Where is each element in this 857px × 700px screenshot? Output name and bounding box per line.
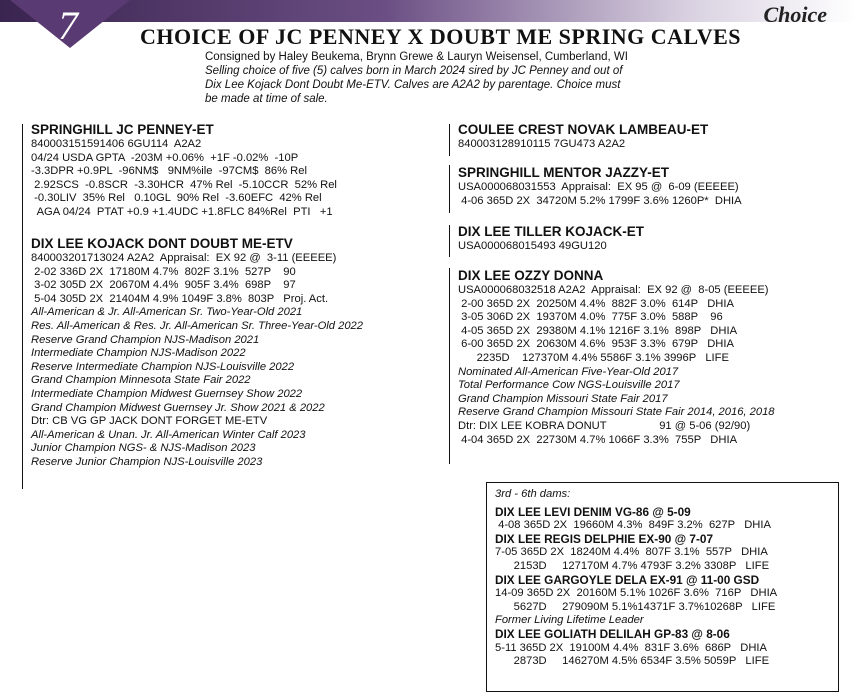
dam-dam-honor: Nominated All-American Five-Year-Old 2017 (458, 365, 679, 378)
sire-line: -0.30LIV 35% Rel 0.10GL 90% Rel -3.60EFC 42% Rel (31, 192, 322, 205)
dam-bracket (22, 236, 23, 489)
dam-honor: Reserve Grand Champion NJS-Madison 2021 (31, 333, 260, 346)
sire-dam-block (458, 165, 853, 208)
dam-sire-line: USA000068015493 49GU120 (458, 240, 607, 252)
sire-line: 2.92SCS -0.8SCR -3.30HCR 47% Rel -5.10CCR 52% Rel (31, 178, 337, 191)
dam-dam-line: 3-05 306D 2X 19370M 4.0% 775F 3.0% 588P 96 (458, 311, 723, 324)
dam-dam-daughter-line: 4-04 365D 2X 22730M 4.7% 1066F 3.3% 755P DHIA (458, 433, 738, 446)
dam-dam-daughter-line: Dtr: DIX LEE KOBRA DONUT 91 @ 5-06 (92/90) (458, 419, 751, 432)
dam-line: 840003201713024 A2A2 Appraisal: EX 92 @ 3-11 (EEEEE) (31, 252, 337, 264)
sire-dam-line: 4-06 365D 2X 34720M 5.2% 1799F 3.6% 1260P* DHIA (458, 194, 742, 207)
sire-dam-bracket (449, 165, 450, 213)
ancestral-dam-line: 7-05 365D 2X 18240M 4.4% 807F 3.1% 557P DHIA (495, 546, 768, 559)
dam-dam-honor: Total Performance Cow NGS-Louisville 2017 (458, 379, 680, 392)
dam-honor: Reserve Intermediate Champion NJS-Louisville 2022 (31, 360, 295, 373)
ancestral-dam-name: DIX LEE GARGOYLE DELA EX-91 @ 11-00 GSD (495, 572, 760, 587)
dam-name: DIX LEE KOJACK DONT DOUBT ME-ETV (31, 236, 293, 251)
ancestral-dam-name: DIX LEE LEVI DENIM VG-86 @ 5-09 (495, 504, 691, 519)
dam-dam-line: 4-05 365D 2X 29380M 4.1% 1216F 3.1% 898P DHIA (458, 324, 738, 337)
dam-line: 5-04 305D 2X 21404M 4.9% 1049F 3.8% 803P Proj. Act. (31, 292, 329, 305)
dam-dam-bracket (449, 268, 450, 464)
dam-honor: Grand Champion Minnesota State Fair 2022 (31, 374, 251, 387)
dam-dam-honor: Reserve Grand Champion Missouri State Fair 2014, 2016, 2018 (458, 406, 775, 419)
dam-dam-line: 2-00 365D 2X 20250M 4.4% 882F 3.0% 614P DHIA (458, 297, 734, 310)
sire-sire-line: 840003128910115 7GU473 A2A2 (458, 138, 626, 150)
sire-line: -3.3DPR +0.9PL -96NM$ 9NM%ile -97CM$ 86% Rel (31, 165, 307, 178)
daughter-honor: All-American & Unan. Jr. All-American Winter Calf 2023 (31, 428, 306, 441)
daughter-honor: Junior Champion NGS- & NJS-Madison 2023 (31, 442, 256, 455)
dam-dam-honor: Grand Champion Missouri State Fair 2017 (458, 392, 668, 405)
ancestral-dam-line: 5627D 279090M 5.1%14371F 3.7%10268P LIFE (495, 600, 776, 613)
description-line-1: Selling choice of five (5) calves born in March 2024 sired by JC Penney and out of (205, 65, 623, 77)
sire-sire-name: COULEE CREST NOVAK LAMBEAU-ET (458, 122, 709, 137)
ancestral-dam-line: 14-09 365D 2X 20160M 5.1% 1026F 3.6% 716P DHIA (495, 587, 778, 600)
dam-block (31, 236, 471, 470)
lot-number: 7 (58, 3, 78, 48)
dam-honor: All-American & Jr. All-American Sr. Two-Year-Old 2021 (31, 306, 303, 319)
ancestral-dam-line: 5-11 365D 2X 19100M 4.4% 831F 3.6% 686P DHIA (495, 641, 767, 654)
ancestral-dams-heading: 3rd - 6th dams: (495, 488, 571, 500)
description-line-2: Dix Lee Kojack Dont Doubt Me-ETV. Calves are A2A2 by parentage. Choice must (205, 79, 621, 91)
ancestral-dams-box (486, 482, 839, 692)
dam-dam-name: DIX LEE OZZY DONNA (458, 268, 604, 283)
sire-dam-line: USA000068031553 Appraisal: EX 95 @ 6-09 (EEEEE) (458, 181, 739, 193)
ancestral-dam-name: DIX LEE REGIS DELPHIE EX-90 @ 7-07 (495, 531, 714, 546)
dam-daughter-line: Dtr: CB VG GP JACK DONT FORGET ME-ETV (31, 415, 268, 428)
consignor-line: Consigned by Haley Beukema, Brynn Grewe & Lauryn Weisensel, Cumberland, WI (205, 51, 628, 63)
consignment-info (205, 50, 675, 106)
dam-dam-line: 6-00 365D 2X 20630M 4.6% 953F 3.3% 679P DHIA (458, 338, 734, 351)
sire-line: AGA 04/24 PTAT +0.9 +1.4UDC +1.8FLC 84%Rel PTI +1 (31, 205, 333, 218)
sire-name: SPRINGHILL JC PENNEY-ET (31, 122, 214, 137)
page-title: CHOICE OF JC PENNEY X DOUBT ME SPRING CALVES (140, 24, 742, 49)
dam-sire-block (458, 224, 853, 254)
ancestral-dam-name: DIX LEE GOLIATH DELILAH GP-83 @ 8-06 (495, 626, 730, 641)
sire-sire-bracket (449, 124, 450, 156)
sire-block (31, 122, 451, 220)
daughter-honor: Reserve Junior Champion NJS-Louisville 2023 (31, 455, 263, 468)
ancestral-dam-line: 2873D 146270M 4.5% 6534F 3.5% 5059P LIFE (495, 655, 770, 668)
dam-dam-block (458, 268, 853, 447)
ancestral-dam-line: 2153D 127170M 4.7% 4793F 3.2% 3308P LIFE (495, 559, 770, 572)
sire-bracket (22, 124, 23, 236)
dam-dam-line: USA000068032518 A2A2 Appraisal: EX 92 @ 8-05 (EEEEE) (458, 284, 769, 296)
description-line-3: be made at time of sale. (205, 93, 328, 105)
dam-dam-line: 2235D 127370M 4.4% 5586F 3.1% 3996P LIFE (458, 351, 729, 364)
dam-honor: Res. All-American & Res. Jr. All-American Sr. Three-Year-Old 2022 (31, 319, 364, 332)
dam-honor: Grand Champion Midwest Guernsey Jr. Show 2021 & 2022 (31, 401, 325, 414)
choice-logo: Choice (763, 2, 827, 27)
dam-honor: Intermediate Champion Midwest Guernsey Show 2022 (31, 387, 303, 400)
sire-dam-name: SPRINGHILL MENTOR JAZZY-ET (458, 165, 670, 180)
dam-sire-bracket (449, 225, 450, 257)
dam-honor: Intermediate Champion NJS-Madison 2022 (31, 347, 246, 360)
dam-sire-name: DIX LEE TILLER KOJACK-ET (458, 224, 645, 239)
dam-line: 2-02 336D 2X 17180M 4.7% 802F 3.1% 527P 90 (31, 265, 296, 278)
sire-line: 04/24 USDA GPTA -203M +0.06% +1F -0.02% -10P (31, 151, 299, 164)
sire-line: 840003151591406 6GU114 A2A2 (31, 138, 202, 150)
ancestral-dam-line: 4-08 365D 2X 19660M 4.3% 849F 3.2% 627P DHIA (495, 519, 771, 532)
ancestral-dam-note: Former Living Lifetime Leader (495, 614, 644, 627)
dam-line: 3-02 305D 2X 20670M 4.4% 905F 3.4% 698P 97 (31, 279, 296, 292)
sire-sire-block (458, 122, 853, 152)
